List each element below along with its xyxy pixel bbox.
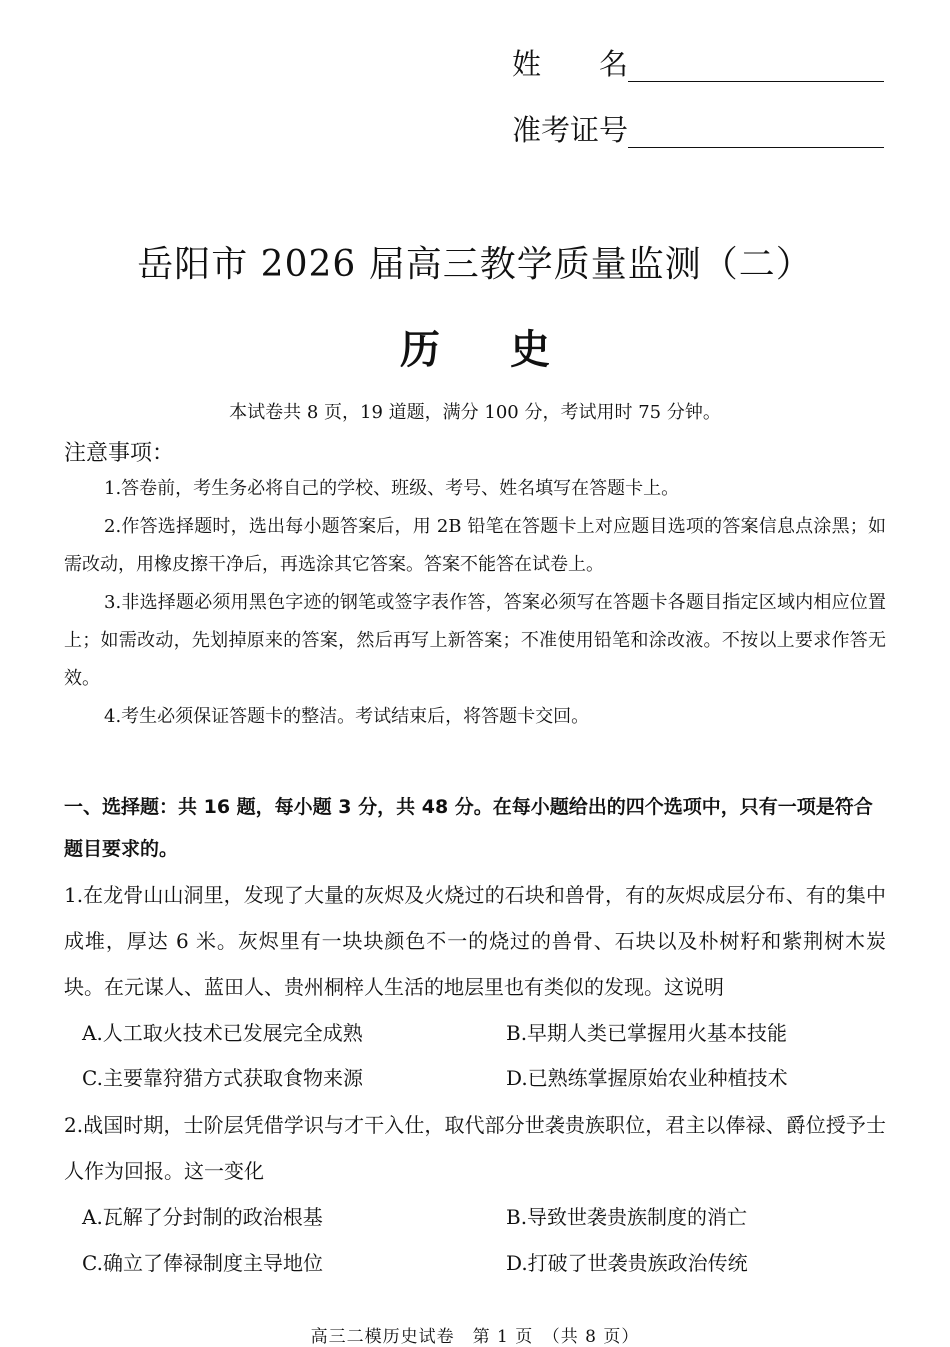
- option-b[interactable]: B.导致世袭贵族制度的消亡: [506, 1205, 748, 1229]
- exam-intro: 本试卷共 8 页，19 道题，满分 100 分，考试用时 75 分钟。: [229, 402, 721, 423]
- option-c[interactable]: C.主要靠狩猎方式获取食物来源: [82, 1066, 363, 1090]
- notice-item: 3.非选择题必须用黑色字迹的钢笔或签字表作答，答案必须写在答题卡各题目指定区域内相应位置上；如需改动，先划掉原来的答案，然后再写上新答案；不准使用铅笔和涂改液。不按以上要求作答无效。: [64, 592, 886, 689]
- exam-title: 岳阳市 2026 届高三教学质量监测（二）: [137, 244, 813, 285]
- option-d[interactable]: D.打破了世袭贵族政治传统: [506, 1251, 748, 1275]
- option-b[interactable]: B.早期人类已掌握用火基本技能: [506, 1021, 788, 1045]
- notice-item: 4.考生必须保证答题卡的整洁。考试结束后，将答题卡交回。: [104, 706, 590, 727]
- name-label: 姓 名: [512, 47, 629, 81]
- notice-item: 1.答卷前，考生务必将自己的学校、班级、考号、姓名填写在答题卡上。: [104, 478, 680, 499]
- option-a[interactable]: A.人工取火技术已发展完全成熟: [82, 1021, 363, 1045]
- option-c[interactable]: C.确立了俸禄制度主导地位: [82, 1251, 323, 1275]
- option-d[interactable]: D.已熟练掌握原始农业种植技术: [506, 1066, 788, 1090]
- notice-heading: 注意事项：: [64, 441, 175, 466]
- subject-title: 历史: [400, 326, 620, 373]
- question-stem: 2.战国时期，士阶层凭借学识与才干入仕，取代部分世袭贵族职位，君主以俸禄、爵位授予士人作为回报。这一变化: [64, 1113, 886, 1183]
- id-field-row: [512, 112, 884, 148]
- notice-item: 2.作答选择题时，选出每小题答案后，用 2B 铅笔在答题卡上对应题目选项的答案信息点涂黑；如需改动，用橡皮擦干净后，再选涂其它答案。答案不能答在试卷上。: [64, 516, 886, 575]
- id-blank-line[interactable]: [628, 117, 884, 148]
- id-label: 准考证号: [512, 113, 629, 147]
- section-heading: 一、选择题：共 16 题，每小题 3 分，共 48 分。在每小题给出的四个选项中，只有一项是符合题目要求的。: [64, 796, 873, 860]
- name-field-row: [512, 46, 884, 82]
- notice-list: [64, 470, 886, 736]
- name-blank-line[interactable]: [628, 51, 884, 82]
- option-a[interactable]: A.瓦解了分封制的政治根基: [82, 1205, 323, 1229]
- question-stem: 1.在龙骨山山洞里，发现了大量的灰烬及火烧过的石块和兽骨，有的灰烬成层分布、有的集中成堆，厚达 6 米。灰烬里有一块块颜色不一的烧过的兽骨、石块以及朴树籽和紫荆树木炭块。在元谋人、蓝田人、贵州桐梓人生活的地层里也有类似的发现。这说明: [64, 883, 886, 999]
- page-footer: 高三二模历史试卷 第 1 页 （共 8 页）: [310, 1327, 640, 1347]
